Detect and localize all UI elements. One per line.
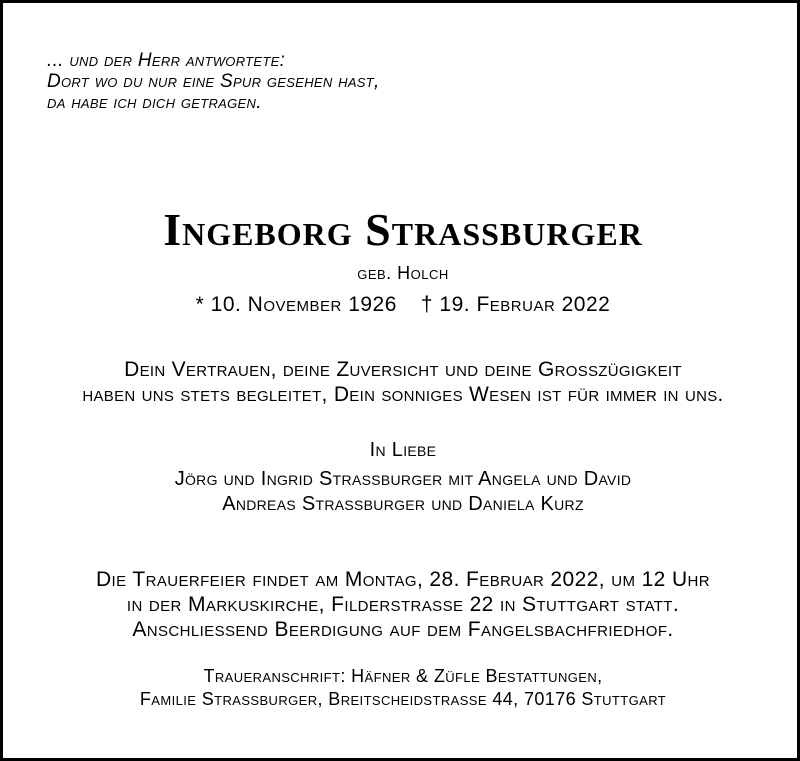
tribute-text xyxy=(3,357,800,407)
funeral-line: Die Trauerfeier findet am Montag, 28. Februar 2022, um 12 Uhr xyxy=(95,568,711,591)
quote-line: ... und der Herr antwortete: xyxy=(47,50,286,71)
tribute-line: Dein Vertrauen, deine Zuversicht und deine Grosszügigkeit xyxy=(124,358,682,381)
mourner-line: Jörg und Ingrid Strassburger mit Angela und David xyxy=(174,468,632,490)
death-date: † 19. Februar 2022 xyxy=(420,293,611,316)
maiden-name: geb. Holch xyxy=(357,263,449,283)
funeral-line: Anschliessend Beerdigung auf dem Fangelsbachfriedhof. xyxy=(132,618,674,641)
address-line: Familie Strassburger, Breitscheidstrasse 44, 70176 Stuttgart xyxy=(139,689,667,709)
mourning-address xyxy=(3,665,800,711)
quote-line: Dort wo du nur eine Spur gesehen hast, xyxy=(47,71,380,92)
deceased-name: Ingeborg Strassburger xyxy=(163,204,643,255)
address-line: Traueranschrift: Häfner & Züfle Bestattungen, xyxy=(203,666,603,686)
life-dates xyxy=(3,293,800,317)
tribute-line: haben uns stets begleitet, Dein sonniges Wesen ist für immer in uns. xyxy=(82,383,724,406)
bible-quote xyxy=(47,50,380,113)
birth-date: * 10. November 1926 xyxy=(195,293,397,316)
mourners-intro: In Liebe xyxy=(369,439,437,461)
quote-line: da habe ich dich getragen. xyxy=(47,92,262,113)
mourner-line: Andreas Strassburger und Daniela Kurz xyxy=(222,493,584,515)
mourners-list xyxy=(3,467,800,517)
funeral-line: in der Markuskirche, Filderstrasse 22 in Stuttgart statt. xyxy=(126,593,680,616)
funeral-details xyxy=(3,567,800,642)
